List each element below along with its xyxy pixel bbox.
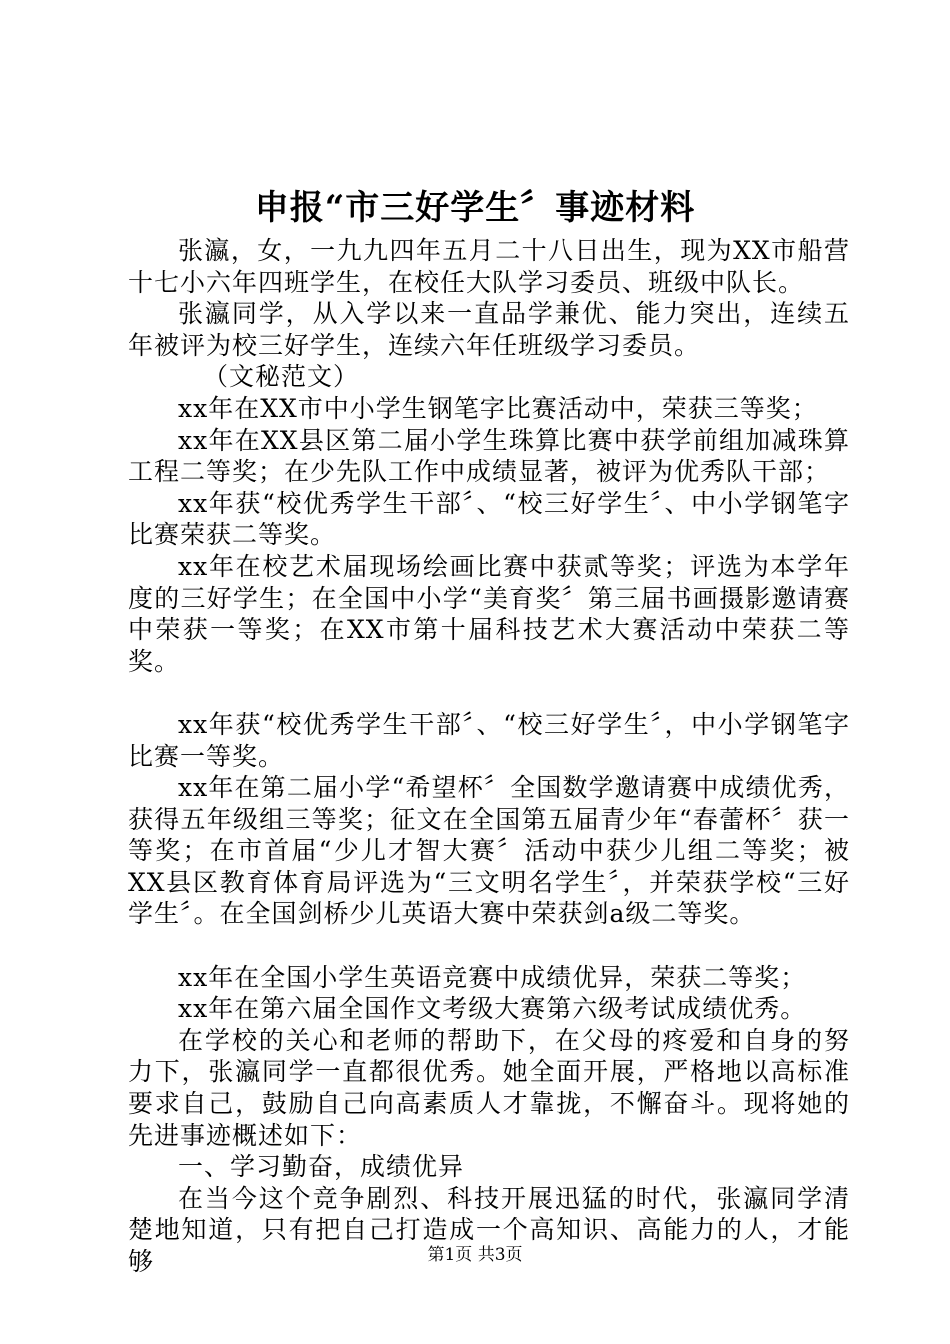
paragraph: （文秘范文） [203, 362, 360, 392]
paragraph: 张瀛，女，一九九四年五月二十八日出生，现为XX市船营十七小六年四班学生，在校任大队学习委员、班级中队长。 [128, 236, 850, 297]
paragraph: 在当今这个竞争剧烈、科技开展迅猛的时代，张瀛同学清楚地知道，只有把自己打造成一个高知识、高能力的人，才能够 [128, 1183, 850, 1276]
paragraph: xx年在XX县区第二届小学生珠算比赛中获学前组加减珠算工程二等奖；在少先队工作中成绩显著，被评为优秀队干部； [128, 425, 850, 487]
section-heading: 一、学习勤奋，成绩优异 [178, 1152, 465, 1182]
paragraph: xx年在全国小学生英语竞赛中成绩优异，荣获二等奖； [178, 962, 807, 992]
paragraph: xx年在XX市中小学生钢笔字比赛活动中，荣获三等奖； [178, 393, 818, 423]
paragraph: xx年获“校优秀学生干部〞、“校三好学生〞、中小学钢笔字比赛荣获二等奖。 [128, 488, 850, 550]
document-body [128, 235, 850, 1278]
page-number: 第1页 共3页 [427, 1245, 523, 1265]
paragraph: 在学校的关心和老师的帮助下，在父母的疼爱和自身的努力下，张瀛同学一直都很优秀。她全面开展，严格地以高标准要求自己，鼓励自己向高素质人才靠拢，不懈奋斗。现将她的先进事迹概述如下： [128, 1025, 850, 1150]
document-title: 申报“市三好学生〞事迹材料 [254, 188, 696, 228]
paragraph: xx年在第六届全国作文考级大赛第六级考试成绩优秀。 [178, 994, 807, 1024]
paragraph: xx年在第二届小学“希望杯〞全国数学邀请赛中成绩优秀，获得五年级组三等奖；征文在全国第五届青少年“春蕾杯〞获一等奖；在市首届“少儿才智大赛〞活动中获少儿组二等奖；被XX县区教育体育局评选为“三文明名学生〞，并荣获学校“三好学生〞。在全国剑桥少儿英语大赛中荣获剑a级二等奖。 [128, 773, 850, 929]
paragraph: xx年在校艺术届现场绘画比赛中获贰等奖；评选为本学年度的三好学生；在全国中小学“美育奖〞第三届书画摄影邀请赛中荣获一等奖；在XX市第十届科技艺术大赛活动中荣获二等奖。 [128, 551, 850, 676]
paragraph: xx年获“校优秀学生干部〞、“校三好学生〞，中小学钢笔字比赛一等奖。 [128, 709, 850, 771]
paragraph: 张瀛同学，从入学以来一直品学兼优、能力突出，连续五年被评为校三好学生，连续六年任班级学习委员。 [128, 299, 850, 360]
